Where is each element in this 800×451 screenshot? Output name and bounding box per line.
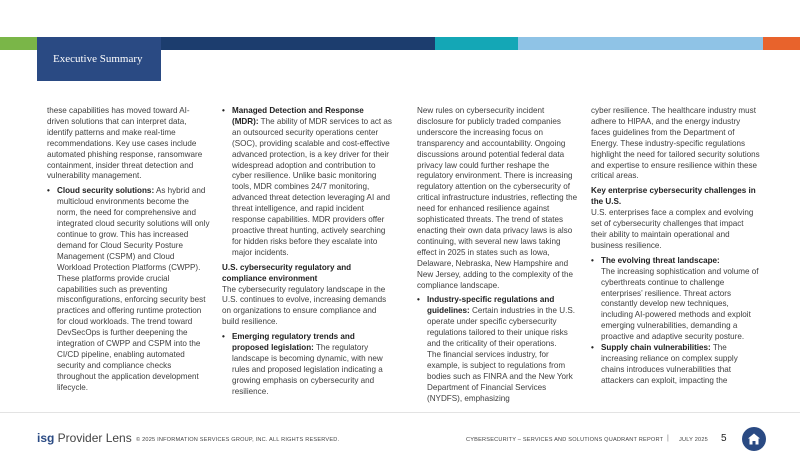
home-icon	[747, 432, 761, 446]
footer-separator: |	[667, 435, 669, 442]
paragraph: New rules on cybersecurity incident disclosure for publicly traded companies underscore the increasing focus on transparency and accountability. Ongoing discussions around potential federal data privacy law could further reshape the regulatory environment. There is increasing regulatory attention on the cybersecurity of critical infrastructure industries, reflecting the need for enhanced resilience against sophisticated threats. The trend of states enacting their own data privacy laws is also continuing, with several new laws taking effect in 2025 in states such as Iowa, Delaware, Nebraska, New Hampshire and New Jersey, adding to the complexity of the compliance landscape.	[417, 106, 578, 290]
text-column-4	[591, 106, 761, 387]
section-tab	[37, 37, 161, 81]
bullet-title: Industry-specific regulations and guidelines:	[427, 295, 555, 316]
bullet-title: Supply chain vulnerabilities:	[601, 343, 711, 353]
section-title: Executive Summary	[53, 53, 143, 65]
bullet-text: The regulatory landscape is becoming dynamic, with new rules and proposed legislation indicating a growing emphasis on cybersecurity and resilience.	[232, 343, 383, 396]
logo-isg-text: isg	[37, 431, 55, 445]
bullet-text: The increasing reliance on complex supply chains introduces vulnerabilities that attackers can exploit, impacting the	[601, 343, 738, 385]
bullet-text: The ability of MDR services to act as an outsourced security operations center (SOC), providing scalable and cost-effective advanced protection, is a key driver for their widespread adoption and contribution to cyber resilience. Unlike basic monitoring tools, MDR combines 24/7 monitoring, advanced threat detection leveraging AI and threat intelligence, and rapid incident response capabilities. MDR providers offer proactive threat hunting, actively searching for hidden risks before they escalate into major incidents.	[232, 116, 392, 257]
bullet-item	[591, 256, 761, 343]
paragraph: these capabilities has moved toward AI-driven solutions that can interpret data, identify patterns and make real-time recommendations. Key use cases include automated phishing response, ransomware containment, insider threat detection and vulnerability management.	[47, 106, 203, 181]
bullet-continuation: The financial services industry, for example, is subject to regulations from bodies such as FINRA and the New York Department of Financial Services (NYDFS), emphasizing	[427, 349, 573, 403]
logo-provider-lens-text: Provider Lens	[54, 431, 132, 445]
bullet-text: Certain industries in the U.S. operate under specific cybersecurity regulations tailored to their unique risks and the criticality of their operations.	[427, 306, 576, 349]
band-orange	[763, 37, 800, 50]
bullet-item	[47, 186, 210, 393]
bullet-item	[222, 106, 392, 259]
paragraph: U.S. enterprises face a complex and evolving set of cybersecurity challenges that impact their ability to maintain operational and business resilience.	[591, 208, 754, 250]
bullet-title: Managed Detection and Response (MDR):	[232, 106, 364, 126]
section-heading: U.S. cybersecurity regulatory and compliance environment	[222, 262, 352, 283]
paragraph: The cybersecurity regulatory landscape in the U.S. continues to evolve, increasing demands on organizations to ensure compliance and build resilience.	[222, 284, 387, 327]
report-title: CYBERSECURITY – SERVICES AND SOLUTIONS QUADRANT REPORT	[466, 437, 664, 443]
band-light-blue	[518, 37, 763, 50]
copyright-text: © 2025 INFORMATION SERVICES GROUP, INC. ALL RIGHTS RESERVED.	[136, 437, 340, 443]
bullet-item	[222, 332, 392, 397]
bullet-title: Cloud security solutions:	[57, 186, 155, 196]
bullet-item	[417, 295, 579, 350]
bullet-text: As hybrid and multicloud environments become the norm, the need for comprehensive and integrated cloud security solutions will only continue to grow. This has increased demand for Cloud Security Posture Management (CSPM) and Cloud Workload Protection Platforms (CWPP). These platforms provide crucial capabilities such as preventing misconfigurations, enforcing security best practices and offering runtime protection for cloud workloads. The trend toward DevSecOps is further deepening the integration of CWPP and CSPM into the CI/CD pipeline, enabling automated security and compliance checks throughout the application development lifecycle.	[57, 186, 210, 392]
bullet-item	[591, 343, 761, 387]
bullet-title: The evolving threat landscape:	[601, 255, 720, 265]
bullet-title: Emerging regulatory trends and proposed legislation:	[232, 332, 355, 353]
section-heading: Key enterprise cybersecurity challenges in the U.S.	[591, 186, 756, 207]
paragraph: cyber resilience. The healthcare industry must adhere to HIPAA, and the energy industry faces guidelines from the Department of Energy. These industry-specific regulations highlight the need for tailored security solutions and expertise to ensure resilience within these critical areas.	[591, 106, 760, 181]
text-column-3	[417, 106, 579, 404]
page-number: 5	[721, 433, 727, 444]
bullet-text: The increasing sophistication and volume of cyberthreats continue to challenge enterprises’ resilience. Threat actors constantly develop new techniques, including AI-powered methods and exploit emerging vulnerabilities, demanding a proactive and adaptive security posture.	[601, 266, 759, 342]
text-column-2	[222, 106, 392, 398]
band-teal	[435, 37, 518, 50]
page-footer	[0, 412, 800, 450]
home-button[interactable]	[742, 427, 766, 451]
text-column-1	[47, 106, 210, 394]
isg-provider-lens-logo	[37, 431, 132, 445]
footer-divider	[0, 412, 800, 413]
report-date: JULY 2025	[679, 437, 708, 443]
